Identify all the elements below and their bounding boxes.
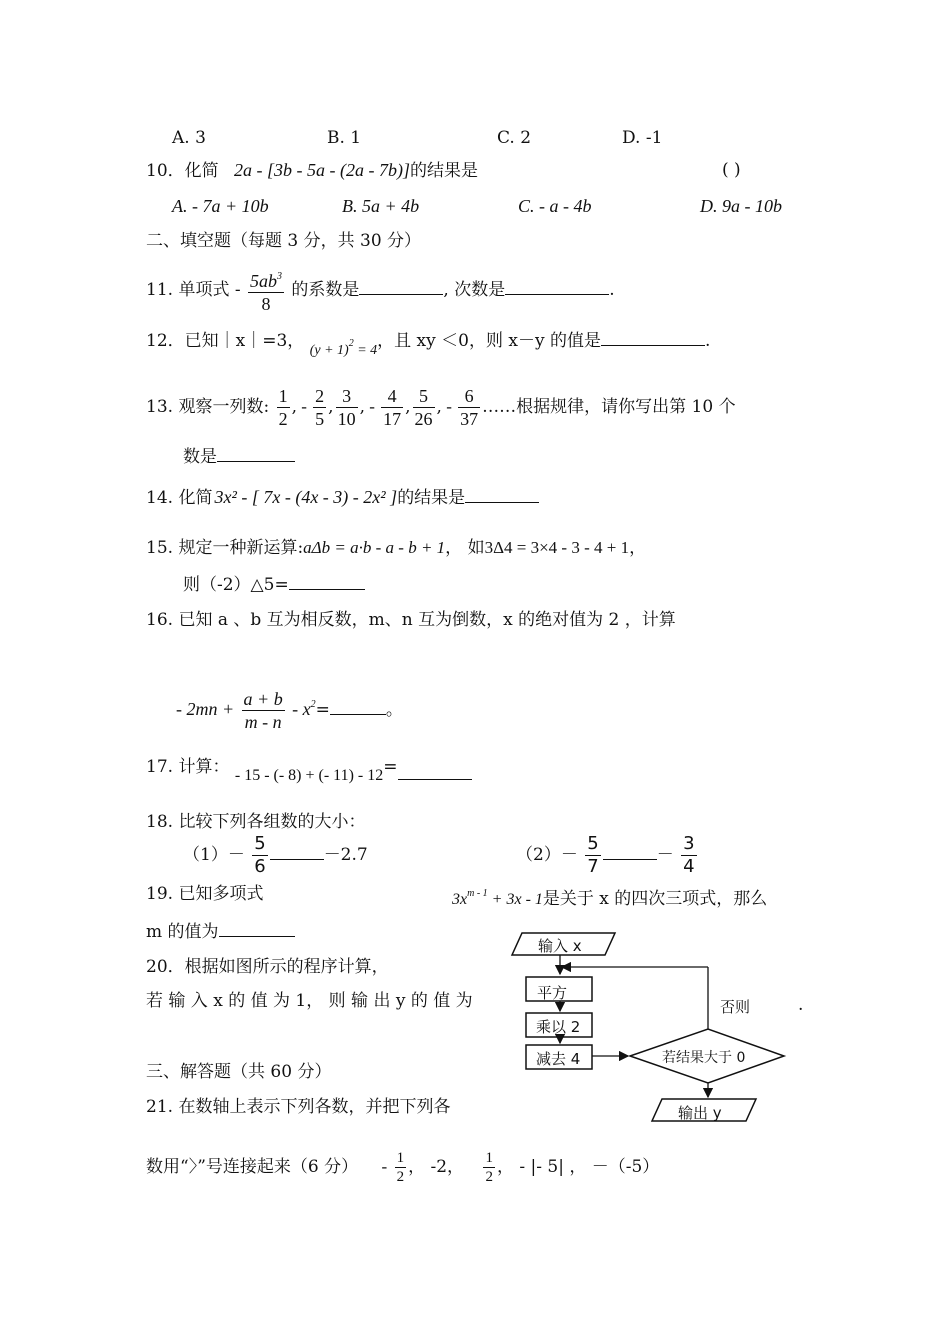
q10-option-d: D. 9a - 10b xyxy=(700,196,782,216)
q16-expression xyxy=(176,683,403,733)
q14-blank[interactable] xyxy=(465,488,539,503)
q13-comma: , xyxy=(405,397,411,417)
q11-blank-degree[interactable] xyxy=(505,280,609,295)
q9-option-d: D. -1 xyxy=(622,128,663,148)
q11-blank-coefficient[interactable] xyxy=(359,280,443,295)
q9-option-a: A. 3 xyxy=(172,128,206,148)
q11-prefix: 11. 单项式 - xyxy=(146,280,241,300)
q12-expression: (y + 1) xyxy=(309,343,349,358)
q19-exponent: m - 1 xyxy=(467,888,488,899)
q18-fraction-1 xyxy=(252,833,267,878)
q10-option-b: B. 5a + 4b xyxy=(342,196,420,216)
q21-value4: ， - |- 5| ， xyxy=(496,1157,587,1177)
q13-prefix: 13. 观察一列数: xyxy=(146,397,270,417)
q13-denominator: 5 xyxy=(315,409,325,429)
q12-exponent: 2 xyxy=(348,338,354,349)
q18-f1-numerator: 5 xyxy=(254,833,266,854)
q13-fraction xyxy=(336,385,358,430)
q13-comma: , xyxy=(328,397,334,417)
q13-tail: ……根据规律，请你写出第 10 个 xyxy=(482,397,736,417)
q19-line2 xyxy=(146,922,295,942)
q13-numerator: 6 xyxy=(464,386,474,406)
q17-blank[interactable] xyxy=(398,765,472,780)
q13-sequence xyxy=(275,386,483,429)
q15-example: 3Δ4 = 3×4 - 3 - 4 + 1 xyxy=(484,538,630,557)
q11-degree-label: , 次数是 xyxy=(443,280,506,300)
flow-output-label: 输出 y xyxy=(678,1104,722,1122)
q17-prefix: 17. 计算： xyxy=(146,757,230,777)
q12-condition: ，且 xy ＜0，则 x－y 的值是 xyxy=(377,331,601,351)
flow-condition-label: 若结果大于 0 xyxy=(662,1050,746,1066)
q21-value5: －（-5） xyxy=(591,1157,660,1177)
question-13 xyxy=(146,385,736,430)
q13-blank[interactable] xyxy=(217,447,295,462)
q13-line2 xyxy=(183,447,295,467)
q21-value1-fraction xyxy=(395,1149,407,1186)
q15-prefix: 15. 规定一种新运算: xyxy=(146,538,304,558)
q21-value3-numerator: 1 xyxy=(485,1150,493,1166)
q16-fraction xyxy=(242,688,285,733)
q14-tail: 的结果是 xyxy=(397,488,466,508)
q11-denominator: 8 xyxy=(261,294,271,314)
q18-f1-denominator: 6 xyxy=(254,856,266,877)
q16-numerator: a + b xyxy=(243,689,283,709)
question-14 xyxy=(146,487,539,508)
q15-blank[interactable] xyxy=(289,575,365,590)
q17-expression: - 15 - (- 8) + (- 11) - 12 xyxy=(234,767,384,784)
q15-end: ， xyxy=(629,538,647,558)
q16-exponent: 2 xyxy=(310,699,316,710)
q13-sign: - xyxy=(441,397,457,416)
q21-value2: ， -2， xyxy=(408,1157,465,1177)
q18-part1-label: （1）－ xyxy=(183,845,245,865)
q15-example-label: ， 如 xyxy=(445,538,485,558)
q18-fraction-2 xyxy=(585,833,600,878)
q19-polynomial xyxy=(452,884,767,910)
q15-definition: aΔb = a·b - a - b + 1 xyxy=(303,538,446,557)
q18-part2 xyxy=(516,832,699,878)
q17-equals: = xyxy=(383,757,398,777)
q14-prefix: 14. 化简 xyxy=(146,488,213,508)
q18-part2-minus: － xyxy=(656,845,674,865)
q18-part1-compare: －2.7 xyxy=(323,845,368,865)
q16-denominator: m - n xyxy=(244,712,282,732)
q19-tail: 是关于 x 的四次三项式，那么 xyxy=(542,889,768,909)
q16-equals: = xyxy=(315,700,330,720)
q9-option-b: B. 1 xyxy=(327,128,362,148)
q13-sign: - xyxy=(364,397,380,416)
q10-answer-paren: ( ) xyxy=(722,160,741,180)
q13-comma: , xyxy=(436,397,442,417)
question-16: 16. 已知 a 、b 互为相反数，m、n 互为倒数，x 的绝对值为 2 ，计算 xyxy=(146,610,676,630)
q11-coefficient-label: 的系数是 xyxy=(291,280,360,300)
section-2-heading: 二、填空题（每题 3 分，共 30 分） xyxy=(146,231,422,251)
q12-blank[interactable] xyxy=(601,331,705,346)
flow-input-label: 输入 x xyxy=(538,937,582,955)
q12-equals: = 4 xyxy=(357,343,378,358)
q13-denominator: 37 xyxy=(460,409,479,429)
q13-fraction xyxy=(277,385,290,430)
q18-fraction-3 xyxy=(681,833,696,878)
q15-question: 则（-2）△5= xyxy=(183,575,289,595)
question-21: 21. 在数轴上表示下列各数，并把下列各 xyxy=(146,1097,451,1117)
q20-line2: 若 输 入 x 的 值 为 1， 则 输 出 y 的 值 为 xyxy=(146,991,473,1011)
q18-f3-denominator: 4 xyxy=(683,856,695,877)
q13-sign: - xyxy=(296,397,312,416)
q13-fraction xyxy=(413,385,435,430)
q21-instruction: 数用“〉”号连接起来（6 分） xyxy=(146,1157,359,1177)
q9-option-c: C. 2 xyxy=(497,128,532,148)
q13-numerator: 5 xyxy=(419,386,429,406)
q11-exponent: 3 xyxy=(277,271,282,282)
q10-expression: 2a - [3b - 5a - (2a - 7b)] xyxy=(234,160,411,180)
q16-post: - x xyxy=(292,699,311,719)
q21-value3-fraction xyxy=(483,1149,495,1186)
question-15 xyxy=(146,538,646,558)
q14-expression: 3x² - [ 7x - (4x - 3) - 2x² ] xyxy=(214,487,398,507)
q13-numerator: 1 xyxy=(278,386,288,406)
question-17 xyxy=(146,757,472,784)
q13-denominator: 2 xyxy=(278,409,288,429)
q13-denominator: 26 xyxy=(414,409,433,429)
q11-numerator: 5ab xyxy=(250,271,277,291)
q13-numerator: 2 xyxy=(315,386,325,406)
q16-blank[interactable] xyxy=(330,700,386,715)
flow-square-label: 平方 xyxy=(537,984,568,1002)
q18-f2-numerator: 5 xyxy=(587,833,599,854)
q12-prefix: 12．已知｜x｜=3， xyxy=(146,331,305,351)
q18-f3-numerator: 3 xyxy=(683,833,695,854)
question-20: 20．根据如图所示的程序计算， xyxy=(146,957,389,977)
q11-fraction xyxy=(248,266,284,315)
question-11 xyxy=(146,266,615,315)
q13-fraction xyxy=(381,385,403,430)
q10-option-a: A. - 7a + 10b xyxy=(172,196,269,216)
q18-part1 xyxy=(183,832,368,878)
question-18: 18. 比较下列各组数的大小： xyxy=(146,812,366,832)
q13-comma: , xyxy=(359,397,365,417)
q21-value3-denominator: 2 xyxy=(485,1169,493,1185)
q12-end: . xyxy=(704,331,711,351)
q16-prefix: - 2mn + xyxy=(176,699,235,719)
q10-tail: 的结果是 xyxy=(410,161,479,181)
flow-subtract-label: 减去 4 xyxy=(536,1050,581,1068)
q18-f2-denominator: 7 xyxy=(587,856,599,877)
flow-else-label: 否则 xyxy=(720,998,751,1016)
q13-denominator: 10 xyxy=(337,409,356,429)
q18-blank-1[interactable] xyxy=(270,845,324,860)
q11-end: . xyxy=(609,280,615,300)
q19-expression: 3x xyxy=(452,891,468,908)
q13-denominator: 17 xyxy=(383,409,402,429)
q21-line2 xyxy=(146,1145,659,1189)
q13-answer-label: 数是 xyxy=(183,447,217,467)
q15-line2 xyxy=(183,575,365,595)
q21-value1-sign: - xyxy=(381,1157,388,1176)
q13-fraction xyxy=(458,385,480,430)
q19-expression-rest: + 3x - 1 xyxy=(491,891,543,908)
q18-part2-label: （2）－ xyxy=(516,845,578,865)
q20-end-dot: . xyxy=(798,995,804,1015)
q21-value1-denominator: 2 xyxy=(396,1169,405,1185)
q13-numerator: 3 xyxy=(342,386,352,406)
question-12 xyxy=(146,326,711,358)
q13-numerator: 4 xyxy=(387,386,397,406)
q10-stem: 10．化简 xyxy=(146,161,219,181)
q18-blank-2[interactable] xyxy=(603,845,657,860)
q21-value1-numerator: 1 xyxy=(396,1150,405,1166)
q19-answer-label: m 的值为 xyxy=(146,922,219,942)
q19-blank[interactable] xyxy=(219,922,295,937)
q13-comma: , xyxy=(291,397,297,417)
q16-end: 。 xyxy=(385,700,403,720)
question-10 xyxy=(146,160,478,181)
flow-multiply-label: 乘以 2 xyxy=(536,1018,581,1036)
section-3-heading: 三、解答题（共 60 分） xyxy=(146,1062,332,1082)
q13-fraction xyxy=(313,385,326,430)
question-19: 19. 已知多项式 xyxy=(146,884,264,904)
q10-option-c: C. - a - 4b xyxy=(518,196,592,216)
